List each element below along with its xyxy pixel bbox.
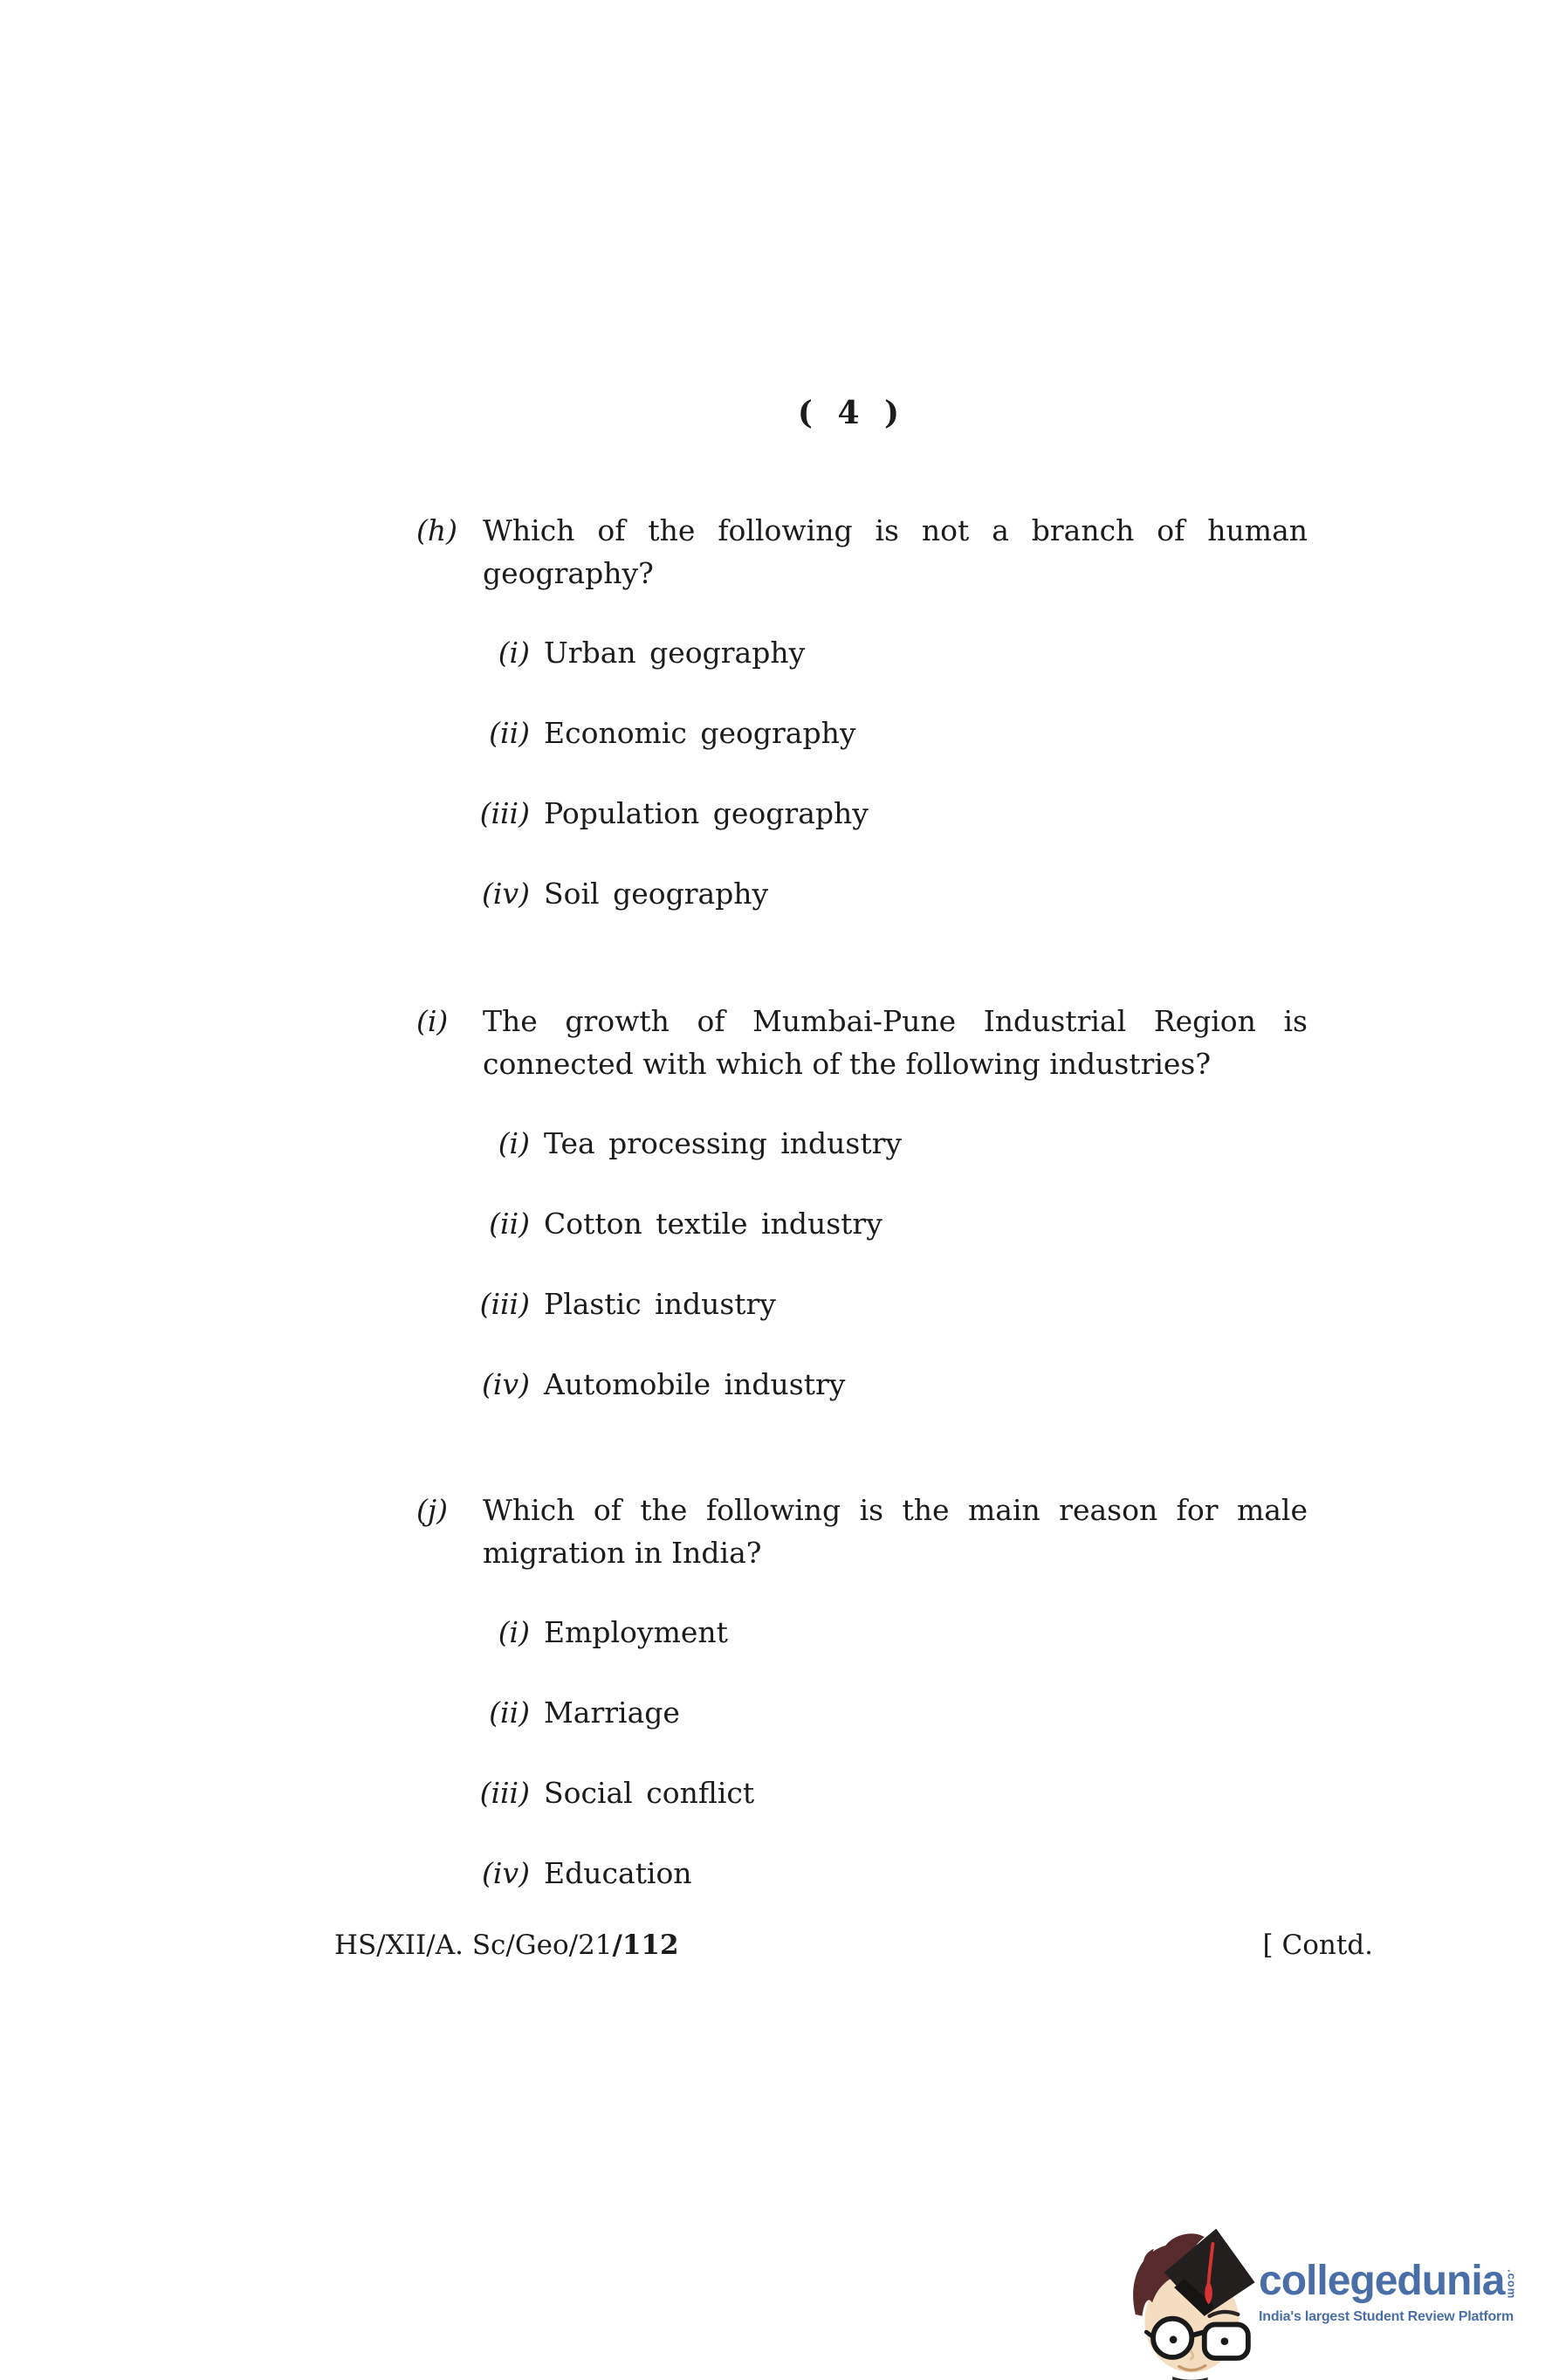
brand-tagline: India's largest Student Review Platform <box>1259 2309 1514 2324</box>
option-row <box>416 712 856 754</box>
page-number: ( 4 ) <box>797 395 907 431</box>
paper-code <box>334 1929 679 1961</box>
option-label: (ii) <box>489 1696 530 1730</box>
option-label: (ii) <box>489 716 530 750</box>
question-j <box>416 1489 1308 1890</box>
option-label: (iv) <box>482 1856 530 1890</box>
option-label: (i) <box>498 1615 530 1649</box>
option-text: Cotton textile industry <box>544 1207 883 1241</box>
question-text <box>483 1489 1308 1574</box>
paper-code-bold: /112 <box>612 1929 679 1961</box>
option-row <box>416 1771 754 1814</box>
question-line: Which of the following is the main reason for male <box>483 1493 1308 1527</box>
paper-code-regular: HS/XII/A. Sc/Geo/21 <box>334 1929 613 1961</box>
contd-note: [ Contd. <box>1262 1929 1373 1961</box>
question-line: migration in India? <box>483 1536 762 1570</box>
collegedunia-logo <box>1120 2220 1559 2380</box>
option-text: Economic geography <box>544 716 856 750</box>
option-label: (iii) <box>479 1776 530 1810</box>
question-label: (i) <box>416 1004 449 1038</box>
option-text: Plastic industry <box>544 1287 776 1321</box>
option-text: Social conflict <box>544 1776 755 1810</box>
question-line: Which of the following is not a branch of human <box>483 513 1308 547</box>
question-h <box>416 509 1308 911</box>
option-row <box>416 1611 728 1654</box>
option-text: Automobile industry <box>544 1367 846 1401</box>
option-text: Population geography <box>544 796 869 830</box>
question-line: connected with which of the following industries? <box>483 1047 1212 1081</box>
option-label: (i) <box>498 1126 530 1160</box>
option-text: Urban geography <box>544 636 806 670</box>
option-label: (i) <box>498 636 530 670</box>
option-row <box>416 1122 902 1165</box>
option-row <box>416 1691 680 1734</box>
option-text: Tea processing industry <box>544 1126 903 1160</box>
question-text <box>483 509 1308 595</box>
question-i <box>416 1000 1308 1401</box>
question-label: (j) <box>416 1493 448 1527</box>
option-row <box>416 872 768 915</box>
option-label: (ii) <box>489 1207 530 1241</box>
option-row <box>416 1852 692 1895</box>
logo-text <box>1259 2220 1517 2325</box>
question-label: (h) <box>416 513 458 547</box>
mascot-graduate-icon <box>1120 2220 1255 2380</box>
question-line: geography? <box>483 556 654 590</box>
option-row <box>416 1283 776 1325</box>
option-text: Employment <box>544 1615 728 1649</box>
option-row <box>416 1202 883 1245</box>
question-line: The growth of Mumbai-Pune Industrial Region is <box>483 1004 1308 1038</box>
option-label: (iv) <box>482 1367 530 1401</box>
option-row <box>416 1363 845 1406</box>
option-label: (iv) <box>482 877 530 911</box>
option-row <box>416 792 869 835</box>
option-text: Marriage <box>544 1696 680 1730</box>
option-label: (iii) <box>479 1287 530 1321</box>
option-row <box>416 631 805 674</box>
option-text: Education <box>544 1856 692 1890</box>
brand-name: collegedunia <box>1259 2258 1505 2304</box>
brand-tld: .com <box>1505 2269 1519 2300</box>
question-text <box>483 1000 1308 1085</box>
option-text: Soil geography <box>544 877 769 911</box>
option-label: (iii) <box>479 796 530 830</box>
